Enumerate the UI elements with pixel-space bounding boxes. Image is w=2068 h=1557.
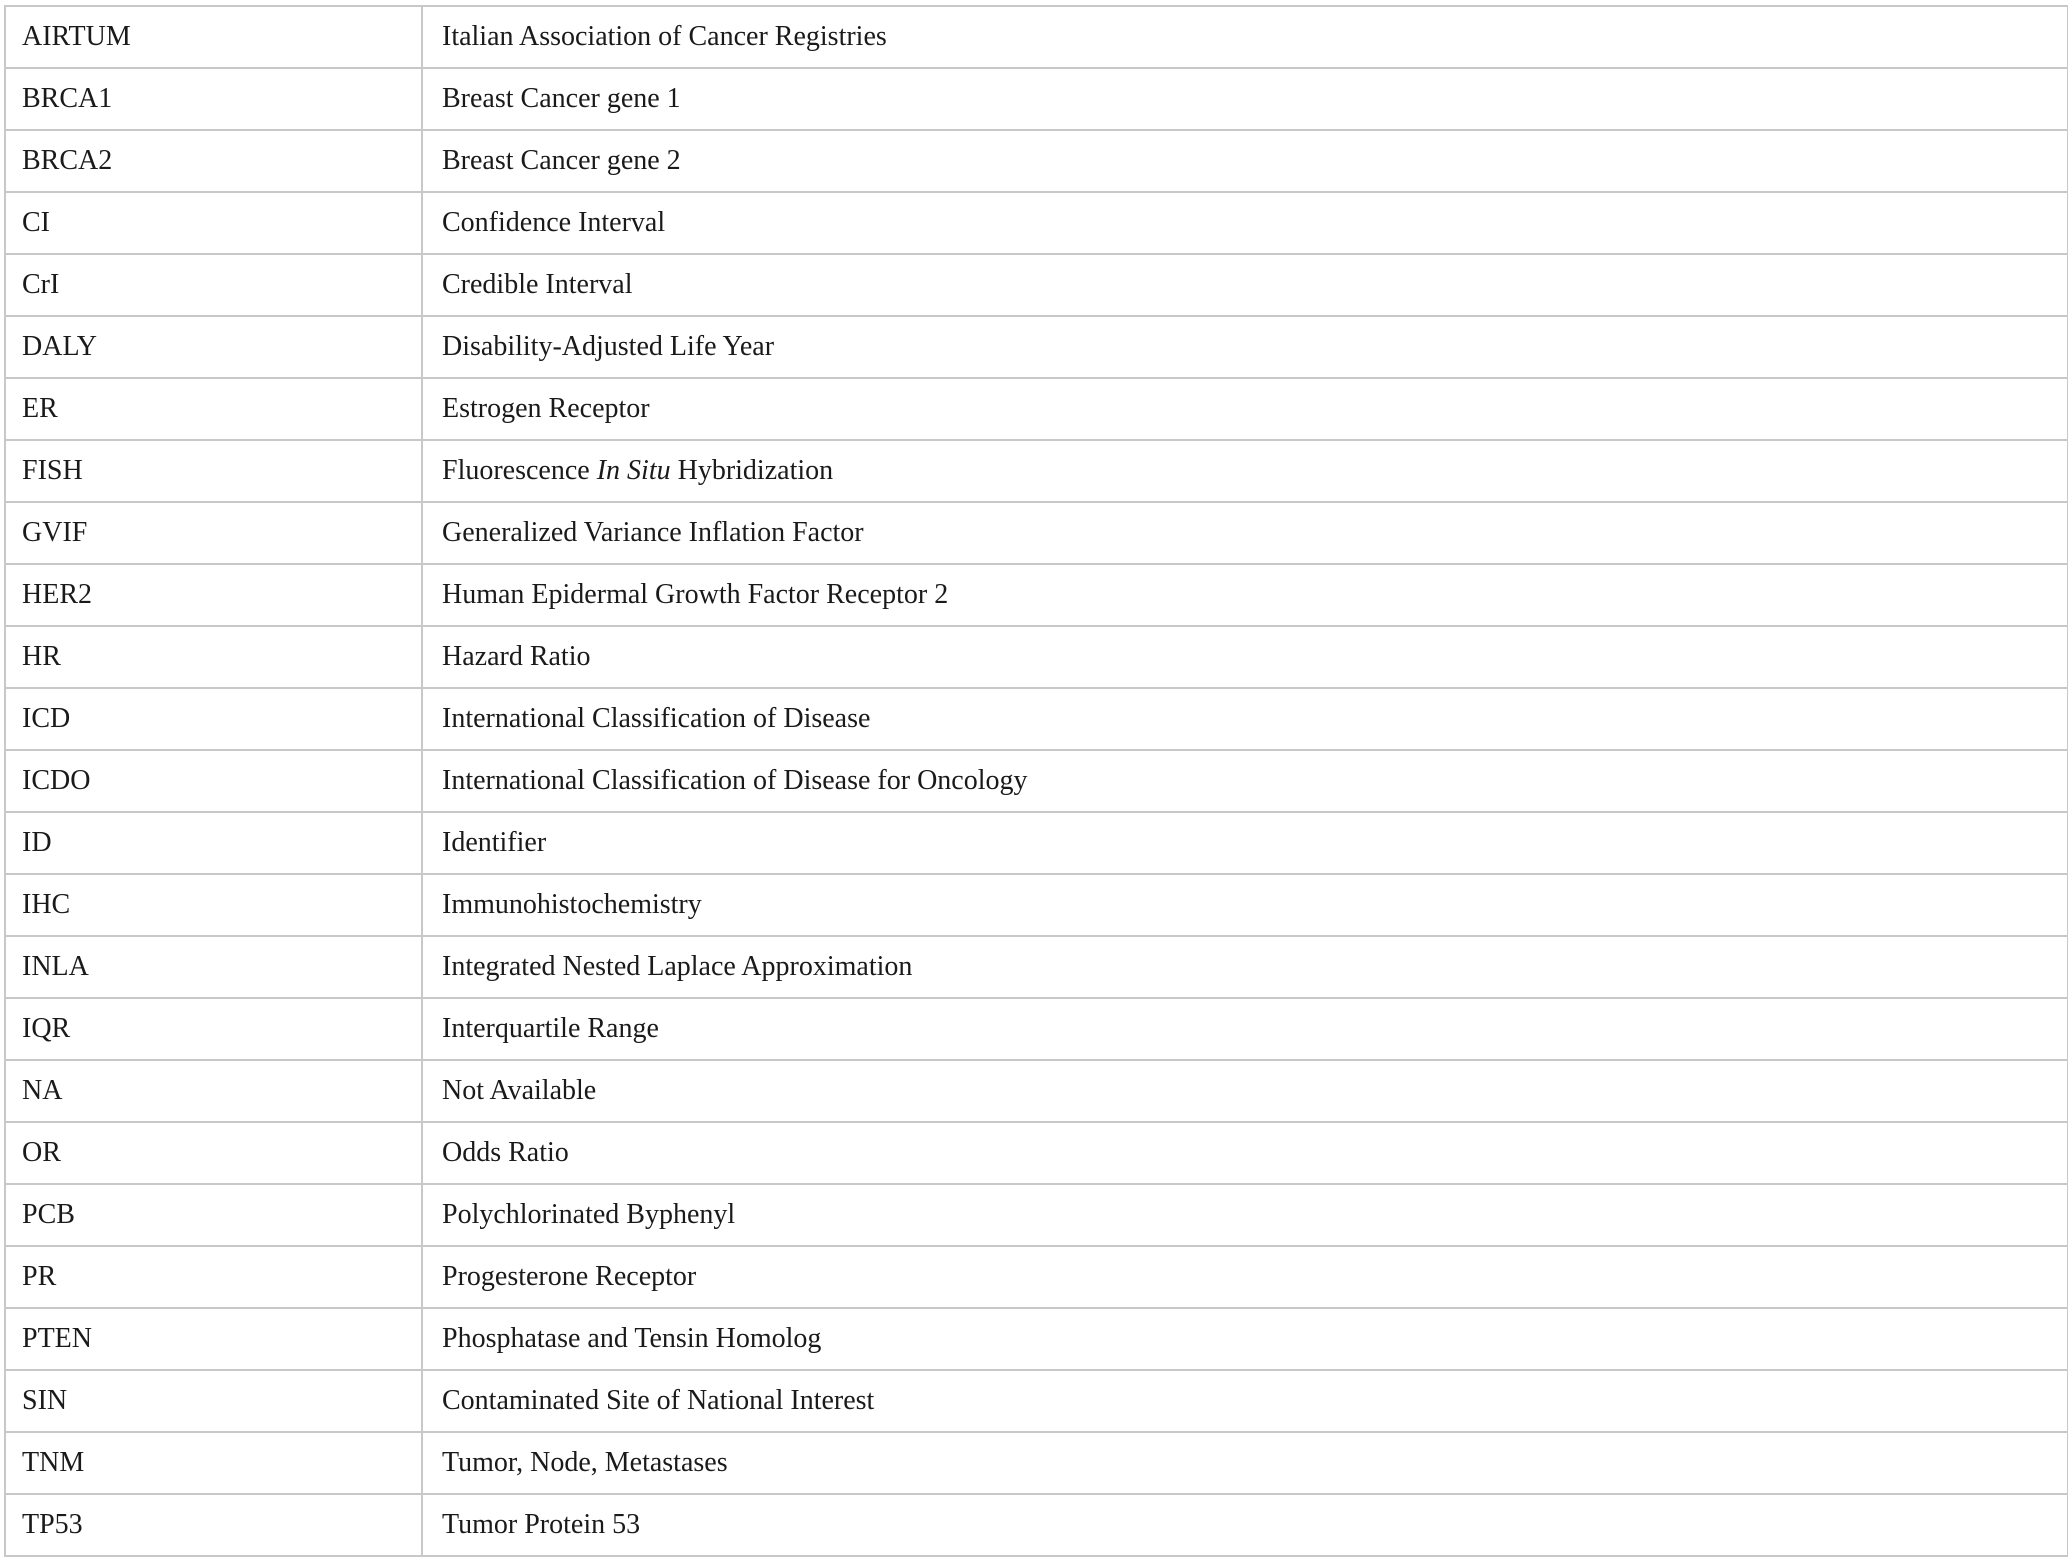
table-row: [5, 1060, 2068, 1122]
table-row: [5, 688, 2068, 750]
definition-cell: Identifier: [422, 812, 2068, 874]
table-row: [5, 1122, 2068, 1184]
abbreviation-cell: TP53: [5, 1494, 422, 1556]
definition-italic-text: In Situ: [596, 455, 671, 486]
definition-cell: Human Epidermal Growth Factor Receptor 2: [422, 564, 2068, 626]
table-row: [5, 316, 2068, 378]
definition-cell: Not Available: [422, 1060, 2068, 1122]
definition-cell: Integrated Nested Laplace Approximation: [422, 936, 2068, 998]
abbreviations-table: [4, 5, 2068, 1557]
abbreviation-cell: TNM: [5, 1432, 422, 1494]
table-row: [5, 1432, 2068, 1494]
table-row: [5, 1246, 2068, 1308]
definition-cell: [422, 440, 2068, 502]
abbreviation-cell: SIN: [5, 1370, 422, 1432]
definition-cell: Disability-Adjusted Life Year: [422, 316, 2068, 378]
definition-cell: Contaminated Site of National Interest: [422, 1370, 2068, 1432]
definition-cell: Generalized Variance Inflation Factor: [422, 502, 2068, 564]
definition-cell: Breast Cancer gene 2: [422, 130, 2068, 192]
abbreviation-cell: NA: [5, 1060, 422, 1122]
table-row: [5, 1308, 2068, 1370]
definition-cell: Italian Association of Cancer Registries: [422, 6, 2068, 68]
abbreviation-cell: INLA: [5, 936, 422, 998]
table-row: [5, 936, 2068, 998]
abbreviation-cell: IHC: [5, 874, 422, 936]
definition-cell: Tumor Protein 53: [422, 1494, 2068, 1556]
definition-cell: International Classification of Disease for Oncology: [422, 750, 2068, 812]
definition-cell: Hazard Ratio: [422, 626, 2068, 688]
definition-cell: Immunohistochemistry: [422, 874, 2068, 936]
table-row: [5, 998, 2068, 1060]
abbreviation-cell: ICDO: [5, 750, 422, 812]
abbreviation-cell: ICD: [5, 688, 422, 750]
abbreviation-cell: PR: [5, 1246, 422, 1308]
table-row: [5, 812, 2068, 874]
abbreviation-cell: PTEN: [5, 1308, 422, 1370]
table-row: [5, 874, 2068, 936]
abbreviation-cell: DALY: [5, 316, 422, 378]
definition-cell: Credible Interval: [422, 254, 2068, 316]
definition-cell: Interquartile Range: [422, 998, 2068, 1060]
table-row: [5, 6, 2068, 68]
table-row: [5, 130, 2068, 192]
abbreviation-cell: AIRTUM: [5, 6, 422, 68]
definition-cell: Tumor, Node, Metastases: [422, 1432, 2068, 1494]
definition-cell: Confidence Interval: [422, 192, 2068, 254]
table-row: [5, 1370, 2068, 1432]
table-row: [5, 192, 2068, 254]
abbreviation-cell: CI: [5, 192, 422, 254]
abbreviation-cell: BRCA1: [5, 68, 422, 130]
table-row: [5, 378, 2068, 440]
definition-text-start: Fluorescence: [442, 455, 597, 486]
abbreviation-cell: OR: [5, 1122, 422, 1184]
abbreviation-cell: GVIF: [5, 502, 422, 564]
table-row: [5, 626, 2068, 688]
abbreviation-cell: FISH: [5, 440, 422, 502]
definition-cell: Progesterone Receptor: [422, 1246, 2068, 1308]
abbreviation-cell: IQR: [5, 998, 422, 1060]
definition-text-end: Hybridization: [670, 455, 834, 486]
table-row: [5, 1184, 2068, 1246]
definition-cell: Polychlorinated Byphenyl: [422, 1184, 2068, 1246]
abbreviation-cell: ID: [5, 812, 422, 874]
table-row: [5, 440, 2068, 502]
table-row: [5, 502, 2068, 564]
definition-cell: Breast Cancer gene 1: [422, 68, 2068, 130]
abbreviation-cell: ER: [5, 378, 422, 440]
table-row: [5, 68, 2068, 130]
definition-cell: Odds Ratio: [422, 1122, 2068, 1184]
table-row: [5, 564, 2068, 626]
abbreviation-cell: CrI: [5, 254, 422, 316]
abbreviations-table-body: [5, 6, 2068, 1556]
table-row: [5, 254, 2068, 316]
abbreviation-cell: HER2: [5, 564, 422, 626]
table-row: [5, 1494, 2068, 1556]
abbreviation-cell: PCB: [5, 1184, 422, 1246]
table-row: [5, 750, 2068, 812]
abbreviation-cell: BRCA2: [5, 130, 422, 192]
definition-cell: Estrogen Receptor: [422, 378, 2068, 440]
definition-cell: Phosphatase and Tensin Homolog: [422, 1308, 2068, 1370]
abbreviation-cell: HR: [5, 626, 422, 688]
definition-cell: International Classification of Disease: [422, 688, 2068, 750]
